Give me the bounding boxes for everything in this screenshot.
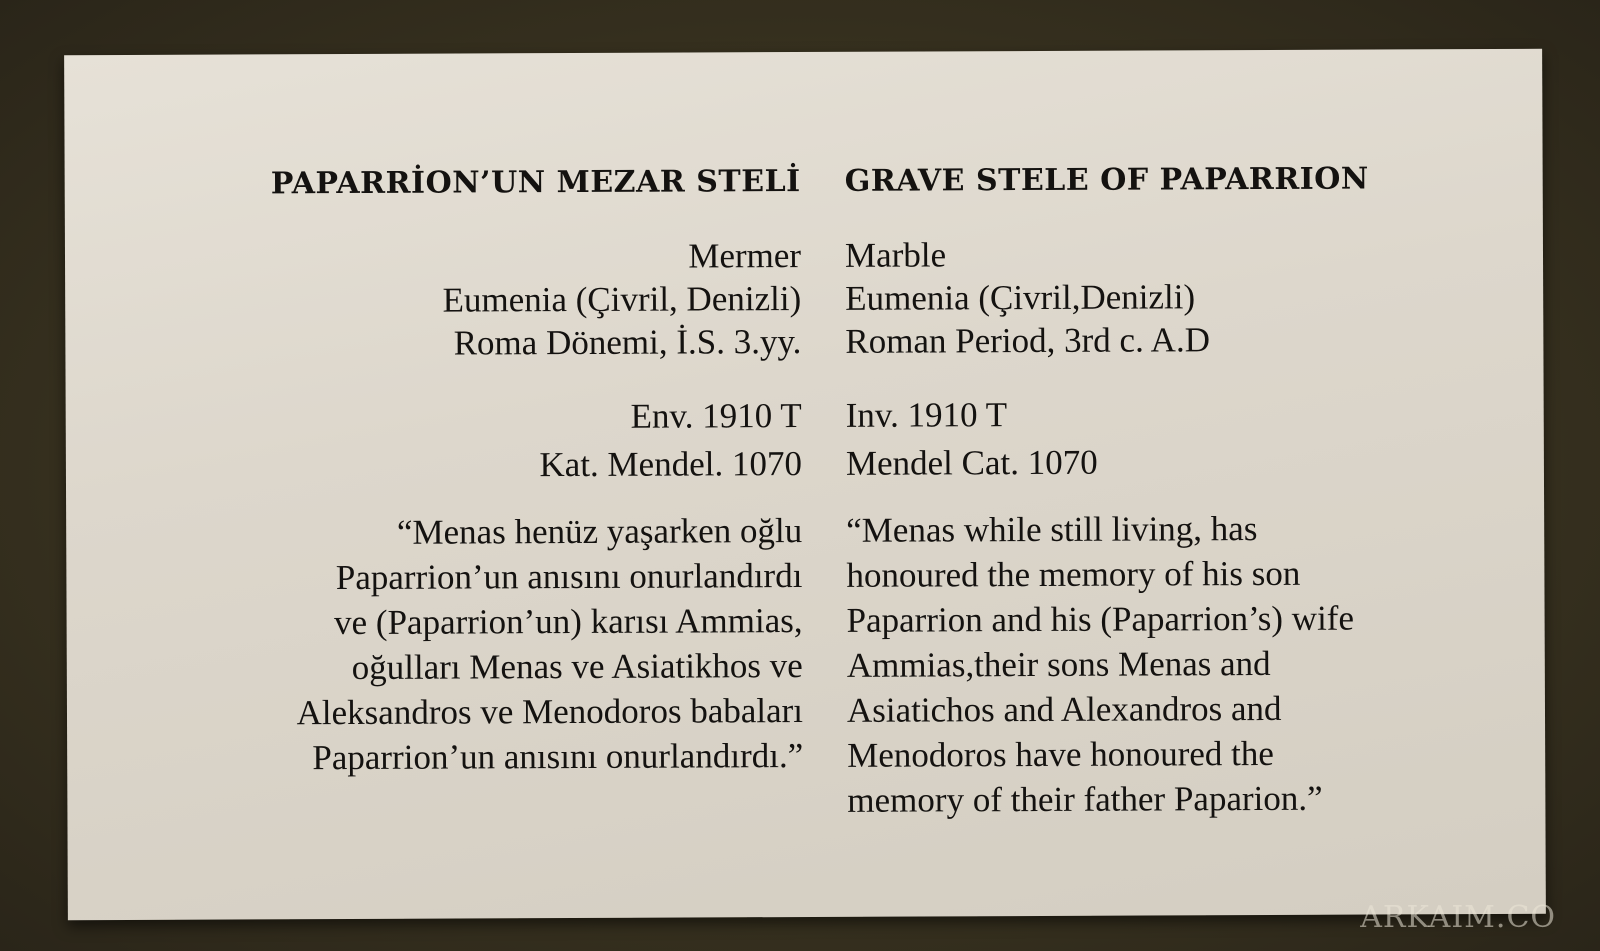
turkish-inventory-number: Env. 1910 T <box>630 396 802 436</box>
english-inscription-line: Ammias,their sons Menas and <box>846 643 1271 685</box>
turkish-inscription-line: Paparrion’un anısını onurlandırdı <box>335 556 803 598</box>
english-period: Roman Period, 3rd c. A.D <box>845 320 1211 361</box>
turkish-title: PAPARRİON’UN MEZAR STELİ <box>270 164 801 202</box>
turkish-inscription-line: ve (Paparrion’un) karısı Ammias, <box>333 601 803 643</box>
turkish-inscription-line: Aleksandros ve Menodoros babaları <box>296 691 804 733</box>
english-inventory-number: Inv. 1910 T <box>845 395 1008 435</box>
english-inscription-line: honoured the memory of his son <box>846 553 1301 595</box>
turkish-meta <box>442 234 801 365</box>
english-inscription-line: “Menas while still living, has <box>846 509 1258 550</box>
turkish-inscription-line: “Menas henüz yaşarken oğlu <box>396 511 803 552</box>
english-meta <box>845 232 1210 363</box>
english-inscription-line: Paparrion and his (Paparrion’s) wife <box>846 598 1355 640</box>
turkish-catalog-number: Kat. Mendel. 1070 <box>539 444 802 485</box>
english-inscription-line: Asiatichos and Alexandros and <box>846 688 1282 730</box>
turkish-inscription-line: oğulları Menas ve Asiatikhos ve <box>351 646 803 687</box>
english-inscription-line: Menodoros have honoured the <box>847 733 1274 775</box>
turkish-provenance: Eumenia (Çivril, Denizli) <box>442 279 802 320</box>
english-catalog-number: Mendel Cat. 1070 <box>845 442 1098 483</box>
english-inscription <box>846 506 1355 823</box>
turkish-inscription <box>296 508 804 780</box>
english-inscription-line: memory of their father Paparion.” <box>847 778 1323 820</box>
watermark: ARKAIM.CO <box>1360 900 1556 935</box>
english-material: Marble <box>844 235 947 275</box>
english-provenance: Eumenia (Çivril,Denizli) <box>845 277 1196 318</box>
turkish-inventory <box>539 392 802 489</box>
english-inventory <box>846 391 1098 488</box>
turkish-material: Mermer <box>688 236 802 276</box>
turkish-inscription-line: Paparrion’un anısını onurlandırdı.” <box>312 736 804 778</box>
museum-label-plaque <box>64 49 1546 920</box>
english-title: GRAVE STELE OF PAPARRION <box>844 161 1369 199</box>
turkish-period: Roma Dönemi, İ.S. 3.yy. <box>453 322 802 363</box>
